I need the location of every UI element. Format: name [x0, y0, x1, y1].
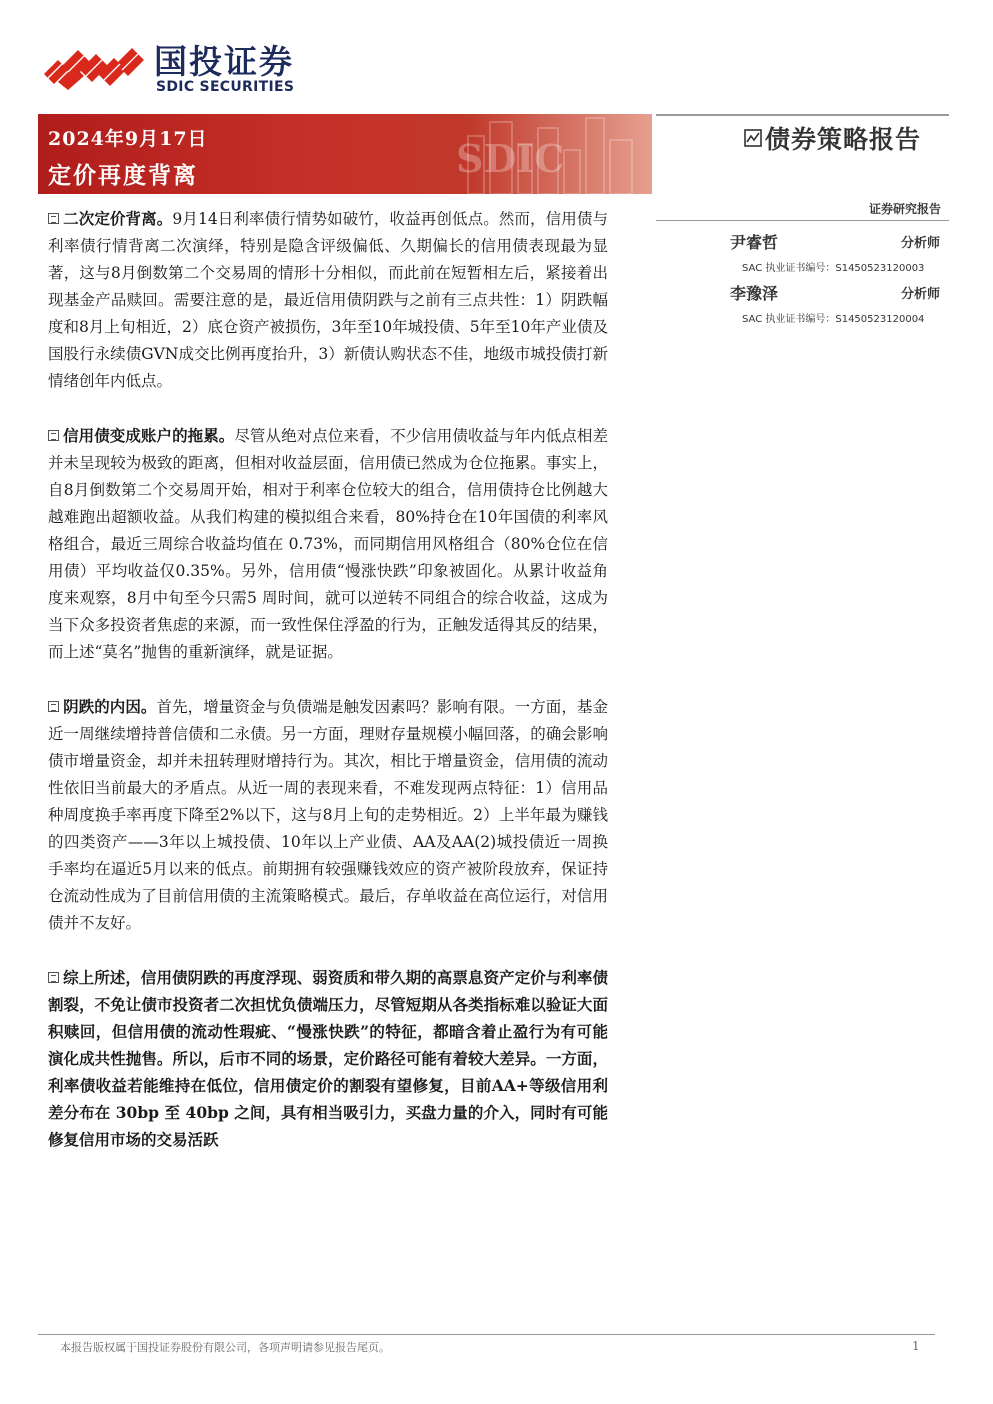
header-banner — [38, 114, 652, 194]
paragraph — [48, 422, 608, 666]
analyst-name: 尹睿哲 — [730, 233, 779, 252]
analyst-cert: SAC 执业证书编号：S1450523120003 — [742, 263, 925, 274]
paragraph-lead: 阴跌的内因。 — [63, 697, 157, 716]
footer-disclaimer: 本报告版权属于国投证券股份有限公司，各项声明请参见报告尾页。 — [60, 1341, 390, 1354]
divider — [656, 114, 949, 116]
divider — [656, 220, 949, 221]
analyst-card — [730, 230, 940, 274]
bullet-icon — [48, 430, 59, 441]
page-number: 1 — [912, 1339, 920, 1353]
paragraph-text: 首先，增量资金与负债端是触发因素吗？影响有限。一方面，基金近一周继续增持普信债和二永债。另一方面，理财存量规模小幅回落，的确会影响债市增量资金，却并未扭转理财增持行为。其次，相比于增量资金，信用债的流动性依旧当前最大的矛盾点。从近一周的表现来看，不难发现两点特征：1）信用品种周度换手率再度下降至2%以下，这与8月上旬的走势相近。2）上半年最为赚钱的四类资产——3年以上城投债、10年以上产业债、AA及AA(2)城投债近一周换手率均在逼近5月以来的低点。前期拥有较强赚钱效应的资产被阶段放弃，保证持仓流动性成为了目前信用债的主流策略模式。最后，存单收益在高位运行，对信用债并不友好。 — [48, 698, 608, 932]
paragraph — [48, 205, 608, 395]
analyst-cert: SAC 执业证书编号：S1450523120004 — [742, 314, 925, 325]
brand-name-en: SDIC SECURITIES — [156, 79, 295, 95]
footer-divider — [38, 1334, 935, 1335]
chart-trend-icon — [744, 129, 762, 147]
report-type-label: 债券策略报告 — [765, 125, 922, 154]
banner-watermark: SDIC — [456, 136, 565, 181]
report-type — [744, 120, 921, 156]
report-title: 定价再度背离 — [48, 162, 198, 189]
report-body — [48, 205, 608, 1180]
paragraph-text: 9月14日利率债行情势如破竹，收益再创低点。然而，信用债与利率债行情背离二次演绎，特别是隐含评级偏低、久期偏长的信用债表现最为显著，这与8月倒数第二个交易周的情形十分相似，而此前在短暂相左后，紧接着出现基金产品赎回。需要注意的是，最近信用债阴跌与之前有三点共性：1）阴跌幅度和8月上旬相近，2）底仓资产被损伤，3年至10年城投债、5年至10年产业债及国股行永续债GVN成交比例再度抬升，3）新债认购状态不佳，地级市城投债打新情绪创年内低点。 — [48, 210, 608, 390]
company-logo — [44, 42, 314, 98]
paragraph-text: 尽管从绝对点位来看，不少信用债收益与年内低点相差并未呈现较为极致的距离，但相对收益层面，信用债已然成为仓位拖累。事实上，自8月倒数第二个交易周开始，相对于利率仓位较大的组合，信用债持仓比例越大越难跑出超额收益。从我们构建的模拟组合来看，80%持仓在10年国债的利率风格组合，最近三周综合收益均值在 0.73%，而同期信用风格组合（80%仓位在信用债）平均收益仅0.35%。另外，信用债“慢涨快跌”印象被固化。从累计收益角度来观察，8月中旬至今只需5 周时间，就可以逆转不同组合的综合收益，这成为当下众多投资者焦虑的来源，而一致性保住浮盈的行为，正触发适得其反的结果，而上述“莫名”抛售的重新演绎，就是证据。 — [48, 427, 608, 661]
bullet-icon — [48, 213, 59, 224]
report-subtype: 证券研究报告 — [868, 202, 941, 216]
brand-name-cn: 国投证券 — [154, 42, 294, 81]
paragraph-summary — [48, 964, 608, 1153]
paragraph-lead: 信用债变成账户的拖累。 — [63, 426, 235, 445]
analyst-name: 李豫泽 — [730, 284, 779, 303]
bullet-icon — [48, 701, 59, 712]
paragraph-lead: 二次定价背离。 — [63, 209, 173, 228]
sdic-logo-icon — [44, 44, 148, 90]
report-date: 2024年9月17日 — [48, 128, 208, 150]
analyst-role: 分析师 — [900, 287, 940, 302]
analyst-role: 分析师 — [900, 236, 940, 251]
analyst-card — [730, 281, 940, 325]
paragraph — [48, 693, 608, 937]
paragraph-text: 综上所述，信用债阴跌的再度浮现、弱资质和带久期的高票息资产定价与利率债割裂，不免让债市投资者二次担忧负债端压力，尽管短期从各类指标难以验证大面积赎回，但信用债的流动性瑕疵、“慢涨快跌”的特征，都暗含着止盈行为有可能演化成共性抛售。所以，后市不同的场景，定价路径可能有着较大差异。一方面，利率债收益若能维持在低位，信用债定价的割裂有望修复，目前AA+等级信用利差分布在 30bp 至 40bp 之间，具有相当吸引力，买盘力量的介入，同时有可能修复信用市场的交易活跃 — [48, 968, 608, 1149]
bullet-icon — [48, 972, 59, 983]
